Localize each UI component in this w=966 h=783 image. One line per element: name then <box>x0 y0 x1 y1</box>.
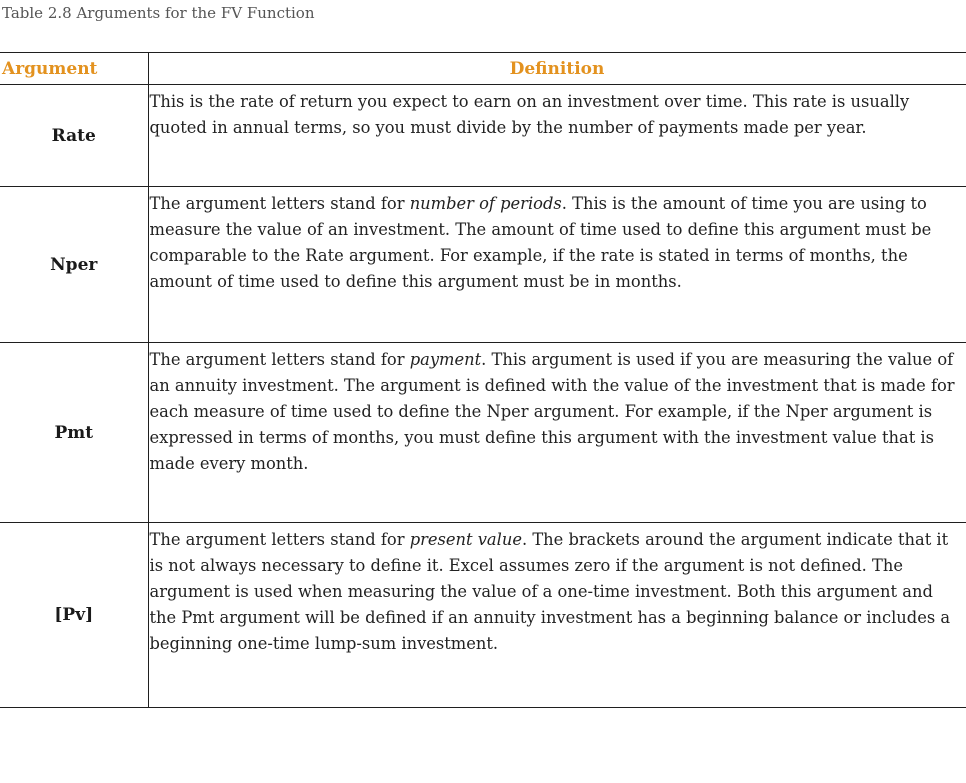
header-argument: Argument <box>0 53 148 85</box>
table-header-row <box>0 53 966 85</box>
table-row <box>0 343 966 523</box>
definition-text: The argument letters stand for <box>149 530 410 549</box>
definition-cell <box>148 523 966 708</box>
table-row <box>0 85 966 187</box>
table-row <box>0 523 966 708</box>
argument-cell: Nper <box>0 187 148 343</box>
definition-text: The argument letters stand for <box>149 350 410 369</box>
table-caption: Table 2.8 Arguments for the FV Function <box>2 4 315 22</box>
argument-cell: Pmt <box>0 343 148 523</box>
definition-text: . The brackets around the argument indicate that it is not always necessary to define it. Excel assumes zero if the argument is not defined. The argument is used when measuring the value of a one-time investment. Both this argument and the Pmt argument will be defined if an annuity investment has a beginning balance or includes a beginning one-time lump-sum investment. <box>149 530 951 653</box>
definition-cell <box>148 187 966 343</box>
definition-italic-term: number of periods <box>409 194 562 213</box>
definition-text: The argument letters stand for <box>149 194 410 213</box>
argument-cell: Rate <box>0 85 148 187</box>
definition-cell <box>148 85 966 187</box>
definition-text: This is the rate of return you expect to earn on an investment over time. This rate is usually quoted in annual terms, so you must divide by the number of payments made per year. <box>149 92 910 137</box>
definition-cell <box>148 343 966 523</box>
argument-cell: [Pv] <box>0 523 148 708</box>
table-row <box>0 187 966 343</box>
header-definition: Definition <box>148 53 966 85</box>
definition-italic-term: payment <box>409 350 482 369</box>
definition-italic-term: present value <box>409 530 522 549</box>
fv-arguments-table <box>0 52 966 708</box>
definition-text: . This is the amount of time you are using to measure the value of an investment. The amount of time used to define this argument must be comparable to the Rate argument. For example, if the rate is stated in terms of months, the amount of time used to define this argument must be in months. <box>149 194 932 291</box>
definition-text: . This argument is used if you are measuring the value of an annuity investment. The argument is defined with the value of the investment that is made for each measure of time used to define the Nper argument. For example, if the Nper argument is expressed in terms of months, you must define this argument with the investment value that is made every month. <box>149 350 955 473</box>
